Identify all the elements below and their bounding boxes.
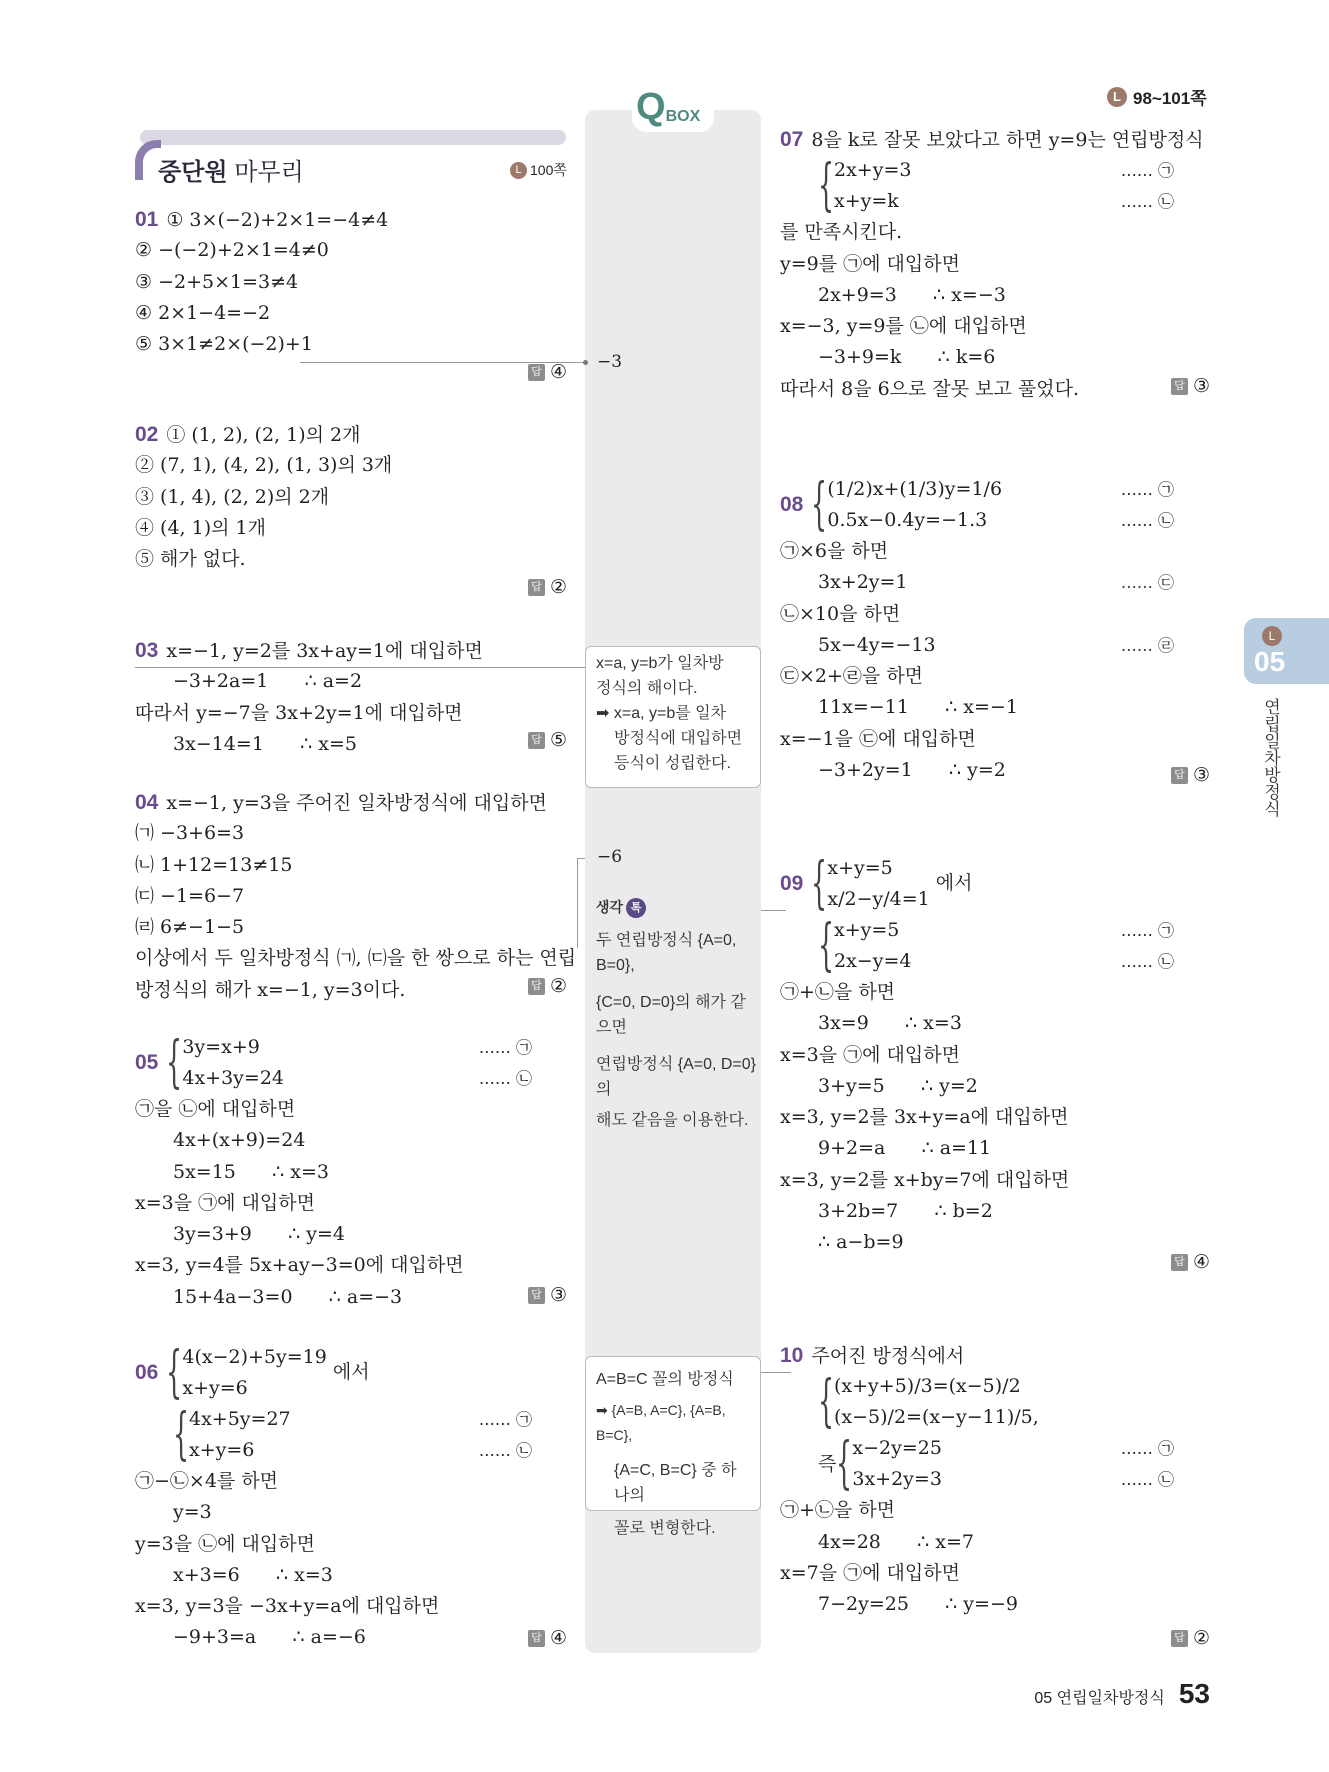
text-line — [780, 311, 1212, 342]
text-line — [135, 912, 570, 943]
text-line — [135, 1250, 570, 1281]
footer — [1034, 1678, 1210, 1710]
answer-badge-icon: 답 — [528, 579, 545, 596]
line-text: ④ 2×1−4=−2 — [135, 301, 271, 324]
calc-line — [135, 1157, 570, 1188]
calc-line — [780, 1527, 1212, 1558]
answer-10 — [1171, 1627, 1210, 1649]
equation: x+y=5 — [834, 919, 900, 941]
memo-abc-form — [585, 1356, 761, 1537]
equation: x−2y=25 — [852, 1437, 942, 1460]
memo-line: ➡ {A=B, A=C}, {A=B, B=C}, — [596, 1402, 726, 1443]
line-text: ㈀ −3+6=3 — [135, 822, 245, 845]
line-text: x+3=6 ∴ x=3 — [173, 1563, 333, 1586]
note-04: −6 — [597, 847, 623, 867]
line-text: x=3을 ㉠에 대입하면 — [135, 1191, 315, 1214]
equation: 4x+3y=24 — [182, 1067, 285, 1089]
problem-01 — [135, 204, 570, 360]
line-text: ㉢×2+㉣을 하면 — [780, 665, 924, 688]
qbox-logo — [636, 88, 700, 126]
memo-line: x=a, y=b가 일차방 — [596, 655, 724, 672]
calc-line — [780, 342, 1212, 373]
line-text: x=3, y=2를 3x+y=a에 대입하면 — [780, 1106, 1069, 1129]
text-line — [135, 1094, 570, 1125]
equation-system — [135, 1404, 570, 1466]
brace-icon: { — [173, 1402, 190, 1467]
memo-line: A=B=C 꼴의 방정식 — [596, 1371, 734, 1388]
equation-labels — [479, 1404, 532, 1466]
line-text: y=3 — [173, 1501, 212, 1524]
calc-line — [780, 1008, 1212, 1039]
problem-number: 05 — [135, 1051, 159, 1075]
line-text: x=3을 ㉠에 대입하면 — [780, 1043, 960, 1066]
calc-line — [135, 1219, 570, 1250]
answer-07 — [1171, 375, 1210, 397]
equation-label: …… ㉡ — [478, 1441, 532, 1460]
calc-line — [780, 567, 1212, 598]
system-equations — [827, 474, 1002, 536]
problem-number: 09 — [780, 872, 804, 896]
equation-label: …… ㉠ — [1120, 480, 1174, 499]
line-text: 3+2b=7 ∴ b=2 — [818, 1200, 993, 1223]
text-line — [135, 1188, 570, 1219]
problem-05 — [135, 1032, 570, 1313]
line-text: ④ (4, 1)의 1개 — [135, 516, 266, 539]
calc-line — [135, 729, 570, 760]
text-line — [780, 599, 1212, 630]
line-text: 5x=15 ∴ x=3 — [173, 1160, 329, 1183]
chapter-number: 05 — [1254, 646, 1286, 677]
line-text: 를 만족시킨다. — [780, 221, 903, 244]
system-prefix: 즉 — [818, 1452, 837, 1475]
line-text: y=3을 ㉡에 대입하면 — [135, 1532, 315, 1555]
line-text: 이상에서 두 일차방정식 ㈀, ㈂을 한 쌍으로 하는 연립 — [135, 947, 577, 970]
equation-labels — [1121, 155, 1174, 217]
line-text: ㈂ −1=6−7 — [135, 884, 245, 907]
equation-system — [780, 1433, 1212, 1495]
tip-line: 연립방정식 {A=0, D=0}의 — [596, 1056, 757, 1098]
answer-01 — [528, 361, 567, 383]
calc-line — [780, 1133, 1212, 1164]
section-page: 100쪽 — [530, 162, 567, 178]
text-line — [135, 787, 570, 818]
line-text: ㉠+㉡을 하면 — [780, 981, 896, 1003]
text-line — [135, 513, 570, 544]
answer-value: ④ — [549, 361, 567, 383]
note-01: −3 — [597, 352, 623, 372]
text-line — [780, 1102, 1212, 1133]
section-title-bold: 중단원 — [158, 159, 228, 186]
text-line — [135, 544, 570, 575]
line-text: 3x+2y=1 — [818, 571, 908, 594]
system-equations — [834, 155, 911, 217]
answer-05 — [528, 1284, 567, 1306]
line-text: 4x+(x+9)=24 — [173, 1129, 306, 1152]
brace-icon: { — [818, 1369, 835, 1435]
equation-label: …… ㉡ — [478, 1069, 532, 1088]
tip-line: 해도 같음을 이용한다. — [596, 1112, 749, 1129]
memo-line: 등식이 성립한다. — [614, 755, 732, 772]
text-line — [780, 1040, 1212, 1071]
equation-label: …… ㉡ — [1120, 192, 1174, 212]
memo-solution-def — [585, 646, 761, 788]
line-text: 2x+9=3 ∴ x=−3 — [818, 283, 1006, 306]
text-line — [780, 124, 1212, 155]
text-line — [135, 204, 570, 235]
text-line — [780, 249, 1212, 280]
line-text: ② (7, 1), (4, 2), (1, 3)의 3개 — [135, 454, 393, 477]
line-text: ㈁ 1+12=13≠15 — [135, 853, 293, 876]
calc-line — [135, 1622, 570, 1653]
lesson-badge-icon: L — [510, 162, 527, 179]
problem-number: 04 — [135, 791, 159, 814]
answer-badge-icon: 답 — [1171, 1630, 1188, 1647]
tip-badge-icon: 톡 — [626, 898, 646, 918]
memo-line: 꼴로 변형한다. — [614, 1520, 716, 1537]
brace-icon: { — [166, 1030, 183, 1095]
equation: (1/2)x+(1/3)y=1/6 — [827, 478, 1003, 500]
answer-value: ④ — [1192, 1251, 1210, 1273]
equation: 2x+y=3 — [834, 159, 912, 182]
calc-line — [135, 1497, 570, 1528]
text-line — [780, 1558, 1212, 1589]
problem-number: 10 — [780, 1344, 804, 1367]
equation-labels — [1121, 915, 1174, 977]
text-line — [135, 482, 570, 513]
lesson-badge-icon: L — [1107, 87, 1127, 107]
text-line — [780, 374, 1212, 405]
line-text: −3+2a=1 ∴ a=2 — [173, 670, 363, 693]
equation-system — [780, 474, 1212, 536]
equation-label: …… ㉢ — [1120, 573, 1174, 593]
equation-system — [780, 155, 1212, 217]
text-line — [135, 818, 570, 849]
line-text: x=−3, y=9를 ㉡에 대입하면 — [780, 315, 1027, 338]
equation: 0.5x−0.4y=−1.3 — [827, 509, 988, 531]
line-text: 3x−14=1 ∴ x=5 — [173, 732, 357, 755]
equation-label: …… ㉠ — [478, 1410, 532, 1429]
answer-02 — [528, 576, 567, 598]
equation-system — [780, 853, 1212, 915]
system-suffix: 에서 — [332, 1361, 370, 1384]
line-text: 따라서 8을 6으로 잘못 보고 풀었다. — [780, 377, 1080, 400]
answer-value: ④ — [549, 1627, 567, 1649]
equation: 2x−y=4 — [834, 950, 912, 972]
connector-dot — [583, 360, 588, 365]
equation-system — [780, 1371, 1212, 1433]
text-line — [780, 724, 1212, 755]
system-equations — [827, 853, 929, 915]
text-line — [135, 1466, 570, 1497]
calc-line — [780, 1589, 1212, 1620]
text-line — [135, 881, 570, 912]
answer-value: ② — [549, 576, 567, 598]
equation: x+y=5 — [827, 857, 893, 879]
section-title — [158, 152, 304, 187]
connector-04h — [577, 858, 585, 859]
equation: x/2−y/4=1 — [827, 888, 930, 910]
brace-icon: { — [166, 1340, 183, 1405]
answer-badge-icon: 답 — [1171, 767, 1188, 784]
answer-08 — [1171, 764, 1210, 786]
system-equations — [834, 1371, 1039, 1433]
line-text: 4x=28 ∴ x=7 — [818, 1530, 974, 1553]
memo-line: ➡ x=a, y=b를 일차 — [596, 705, 727, 722]
equation-label: …… ㉠ — [478, 1038, 532, 1057]
line-text: ① (1, 2), (2, 1)의 2개 — [166, 424, 361, 446]
problem-number: 06 — [135, 1361, 159, 1385]
problem-number: 07 — [780, 128, 804, 151]
brace-icon: { — [811, 851, 828, 916]
brace-icon: { — [818, 153, 835, 219]
tip-title: 생각 — [596, 899, 624, 915]
problem-04 — [135, 787, 577, 1006]
problem-number: 02 — [135, 423, 159, 446]
answer-value: ⑤ — [549, 729, 567, 751]
line-text: 3y=3+9 ∴ y=4 — [173, 1223, 345, 1246]
chapter-vertical-title: 연립일차방정식 — [1261, 698, 1280, 817]
answer-09 — [1171, 1251, 1210, 1273]
calc-line — [135, 666, 570, 697]
line-text: ① 3×(−2)+2×1=−4≠4 — [166, 209, 389, 231]
calc-line — [780, 755, 1212, 786]
line-text: x=3, y=3을 −3x+y=a에 대입하면 — [135, 1595, 440, 1618]
equation-label: …… ㉡ — [1120, 952, 1174, 971]
line-text: x=−1, y=2를 3x+ay=1에 대입하면 — [166, 640, 483, 662]
system-equations — [189, 1404, 291, 1466]
memo-line: 방정식에 대입하면 — [614, 730, 743, 747]
page-range: 98~101쪽 — [1133, 89, 1207, 108]
problem-08 — [780, 474, 1212, 786]
system-equations — [834, 915, 911, 977]
line-text: x=−1, y=3을 주어진 일차방정식에 대입하면 — [166, 792, 547, 814]
equation: 3x+2y=3 — [852, 1468, 942, 1491]
text-line — [135, 943, 577, 974]
memo-line: {A=C, B=C} 중 하나의 — [614, 1462, 737, 1504]
brace-icon: { — [836, 1431, 853, 1497]
line-text: 8을 k로 잘못 보았다고 하면 y=9는 연립방정식 — [811, 129, 1204, 151]
answer-badge-icon: 답 — [528, 1287, 545, 1304]
line-text: ⑤ 3×1≠2×(−2)+1 — [135, 333, 313, 356]
calc-line — [135, 1282, 570, 1313]
equation-label: …… ㉠ — [1120, 1439, 1174, 1459]
line-text: 3x=9 ∴ x=3 — [818, 1012, 962, 1035]
line-text: x=−1을 ㉢에 대입하면 — [780, 727, 976, 750]
calc-line — [780, 1071, 1212, 1102]
problem-10 — [780, 1340, 1212, 1620]
calc-line — [780, 630, 1212, 661]
text-line — [780, 217, 1212, 248]
text-line — [135, 450, 570, 481]
tip-line: 두 연립방정식 {A=0, B=0}, — [596, 932, 737, 974]
text-line — [135, 419, 570, 450]
text-line — [780, 661, 1212, 692]
line-text: ㉠−㉡×4를 하면 — [135, 1470, 279, 1492]
answer-value: ② — [549, 975, 567, 997]
text-line — [135, 698, 570, 729]
text-line — [780, 536, 1212, 567]
answer-badge-icon: 답 — [528, 1630, 545, 1647]
text-line — [135, 975, 570, 1006]
line-text: 9+2=a ∴ a=11 — [818, 1137, 992, 1160]
equation: 3y=x+9 — [182, 1036, 260, 1058]
equation: 4(x−2)+5y=19 — [182, 1346, 327, 1368]
qbox-logo-box: BOX — [665, 108, 701, 125]
answer-badge-icon: 답 — [528, 732, 545, 749]
problem-number: 01 — [135, 208, 159, 231]
answer-badge-icon: 답 — [528, 978, 545, 995]
tip-box — [596, 895, 756, 1133]
equation: x+y=6 — [182, 1377, 248, 1399]
memo-line: 정식의 해이다. — [596, 680, 698, 697]
problem-09 — [780, 853, 1212, 1259]
line-text: ㉠×6을 하면 — [780, 540, 889, 562]
calc-line — [780, 1196, 1212, 1227]
text-line — [135, 1529, 570, 1560]
equation-label: …… ㉣ — [1120, 635, 1174, 655]
line-text: ⑤ 해가 없다. — [135, 548, 246, 571]
text-line — [135, 235, 570, 266]
equation-system — [135, 1342, 570, 1404]
text-line — [135, 635, 570, 666]
line-text: ㉠+㉡을 하면 — [780, 1499, 896, 1522]
equation-label: …… ㉠ — [1120, 921, 1174, 940]
calc-line — [135, 1560, 570, 1591]
equation: 4x+5y=27 — [189, 1408, 291, 1430]
section-page-ref — [510, 160, 567, 180]
line-text: −3+9=k ∴ k=6 — [818, 346, 996, 369]
calc-line — [135, 1125, 570, 1156]
equation-label: …… ㉡ — [1120, 1470, 1174, 1490]
tip-line: {C=0, D=0}의 해가 같으면 — [596, 994, 746, 1036]
line-text: ② −(−2)+2×1=4≠0 — [135, 239, 329, 262]
line-text: 15+4a−3=0 ∴ a=−3 — [173, 1285, 403, 1308]
line-text: ∴ a−b=9 — [818, 1231, 904, 1254]
line-text: 3+y=5 ∴ y=2 — [818, 1074, 978, 1097]
problem-07 — [780, 124, 1212, 405]
line-text: y=9를 ㉠에 대입하면 — [780, 252, 960, 275]
line-text: 5x−4y=−13 — [818, 633, 936, 656]
answer-value: ③ — [1192, 375, 1210, 397]
problem-03 — [135, 635, 570, 760]
brace-icon: { — [818, 913, 835, 978]
text-line — [135, 267, 570, 298]
calc-line — [780, 280, 1212, 311]
equation-system — [780, 915, 1212, 977]
line-text: ㉡×10을 하면 — [780, 602, 901, 625]
equation: (x+y+5)/3=(x−5)/2 — [834, 1375, 1021, 1398]
answer-value: ② — [1192, 1627, 1210, 1649]
brace-icon: { — [811, 472, 828, 537]
section-title-rest: 마무리 — [234, 159, 304, 186]
line-text: ③ (1, 4), (2, 2)의 2개 — [135, 485, 330, 508]
connector-04 — [577, 858, 578, 948]
text-line — [780, 1340, 1212, 1371]
problem-number: 03 — [135, 639, 159, 662]
system-equations — [182, 1342, 326, 1404]
title-bar — [140, 130, 566, 145]
lesson-badge-icon: L — [1262, 626, 1282, 646]
text-line — [135, 329, 570, 360]
equation: x+y=k — [834, 190, 899, 213]
equation: x+y=6 — [189, 1439, 255, 1461]
page-number: 53 — [1178, 1678, 1210, 1709]
answer-value: ③ — [549, 1284, 567, 1306]
answer-04 — [528, 975, 567, 997]
line-text: 11x=−11 ∴ x=−1 — [818, 696, 1018, 719]
chapter-tab — [1244, 618, 1329, 684]
answer-value: ③ — [1192, 764, 1210, 786]
equation-labels — [1121, 1433, 1174, 1495]
problem-06 — [135, 1342, 570, 1654]
equation-label: …… ㉡ — [1120, 511, 1174, 530]
line-text: x=7을 ㉠에 대입하면 — [780, 1561, 960, 1584]
answer-06 — [528, 1627, 567, 1649]
calc-line — [780, 692, 1212, 723]
line-text: 방정식의 해가 x=−1, y=3이다. — [135, 978, 406, 1001]
calc-line — [780, 1227, 1212, 1258]
qbox-logo-q: Q — [636, 86, 666, 128]
line-text: 7−2y=25 ∴ y=−9 — [818, 1593, 1018, 1616]
system-suffix: 에서 — [935, 872, 973, 895]
footer-chapter: 05 연립일차방정식 — [1034, 1690, 1165, 1707]
answer-03 — [528, 729, 567, 751]
answer-badge-icon: 답 — [1171, 378, 1188, 395]
text-line — [780, 977, 1212, 1008]
equation-label: …… ㉠ — [1120, 161, 1174, 181]
text-line — [780, 1165, 1212, 1196]
text-line — [135, 850, 570, 881]
line-text: 주어진 방정식에서 — [811, 1345, 965, 1367]
text-line — [135, 1591, 570, 1622]
text-line — [780, 1495, 1212, 1526]
equation-labels — [1121, 474, 1174, 536]
equation: (x−5)/2=(x−y−11)/5, — [834, 1406, 1039, 1429]
text-line — [135, 298, 570, 329]
problem-02 — [135, 419, 570, 575]
line-text: ㈃ 6≠−1−5 — [135, 916, 245, 939]
system-equations — [852, 1433, 942, 1495]
line-text: ㉠을 ㉡에 대입하면 — [135, 1098, 296, 1120]
equation-system — [135, 1032, 570, 1094]
system-equations — [182, 1032, 284, 1094]
answer-badge-icon: 답 — [1171, 1254, 1188, 1271]
line-text: x=3, y=2를 x+by=7에 대입하면 — [780, 1168, 1070, 1191]
problem-number: 08 — [780, 493, 804, 517]
page-range-ref — [1107, 84, 1207, 109]
tip-header — [596, 895, 756, 920]
line-text: −3+2y=1 ∴ y=2 — [818, 759, 1006, 782]
answer-badge-icon: 답 — [528, 364, 545, 381]
line-text: 따라서 y=−7을 3x+2y=1에 대입하면 — [135, 701, 463, 724]
line-text: ③ −2+5×1=3≠4 — [135, 270, 299, 293]
equation-labels — [479, 1032, 532, 1094]
line-text: −9+3=a ∴ a=−6 — [173, 1626, 366, 1649]
line-text: x=3, y=4를 5x+ay−3=0에 대입하면 — [135, 1254, 464, 1277]
